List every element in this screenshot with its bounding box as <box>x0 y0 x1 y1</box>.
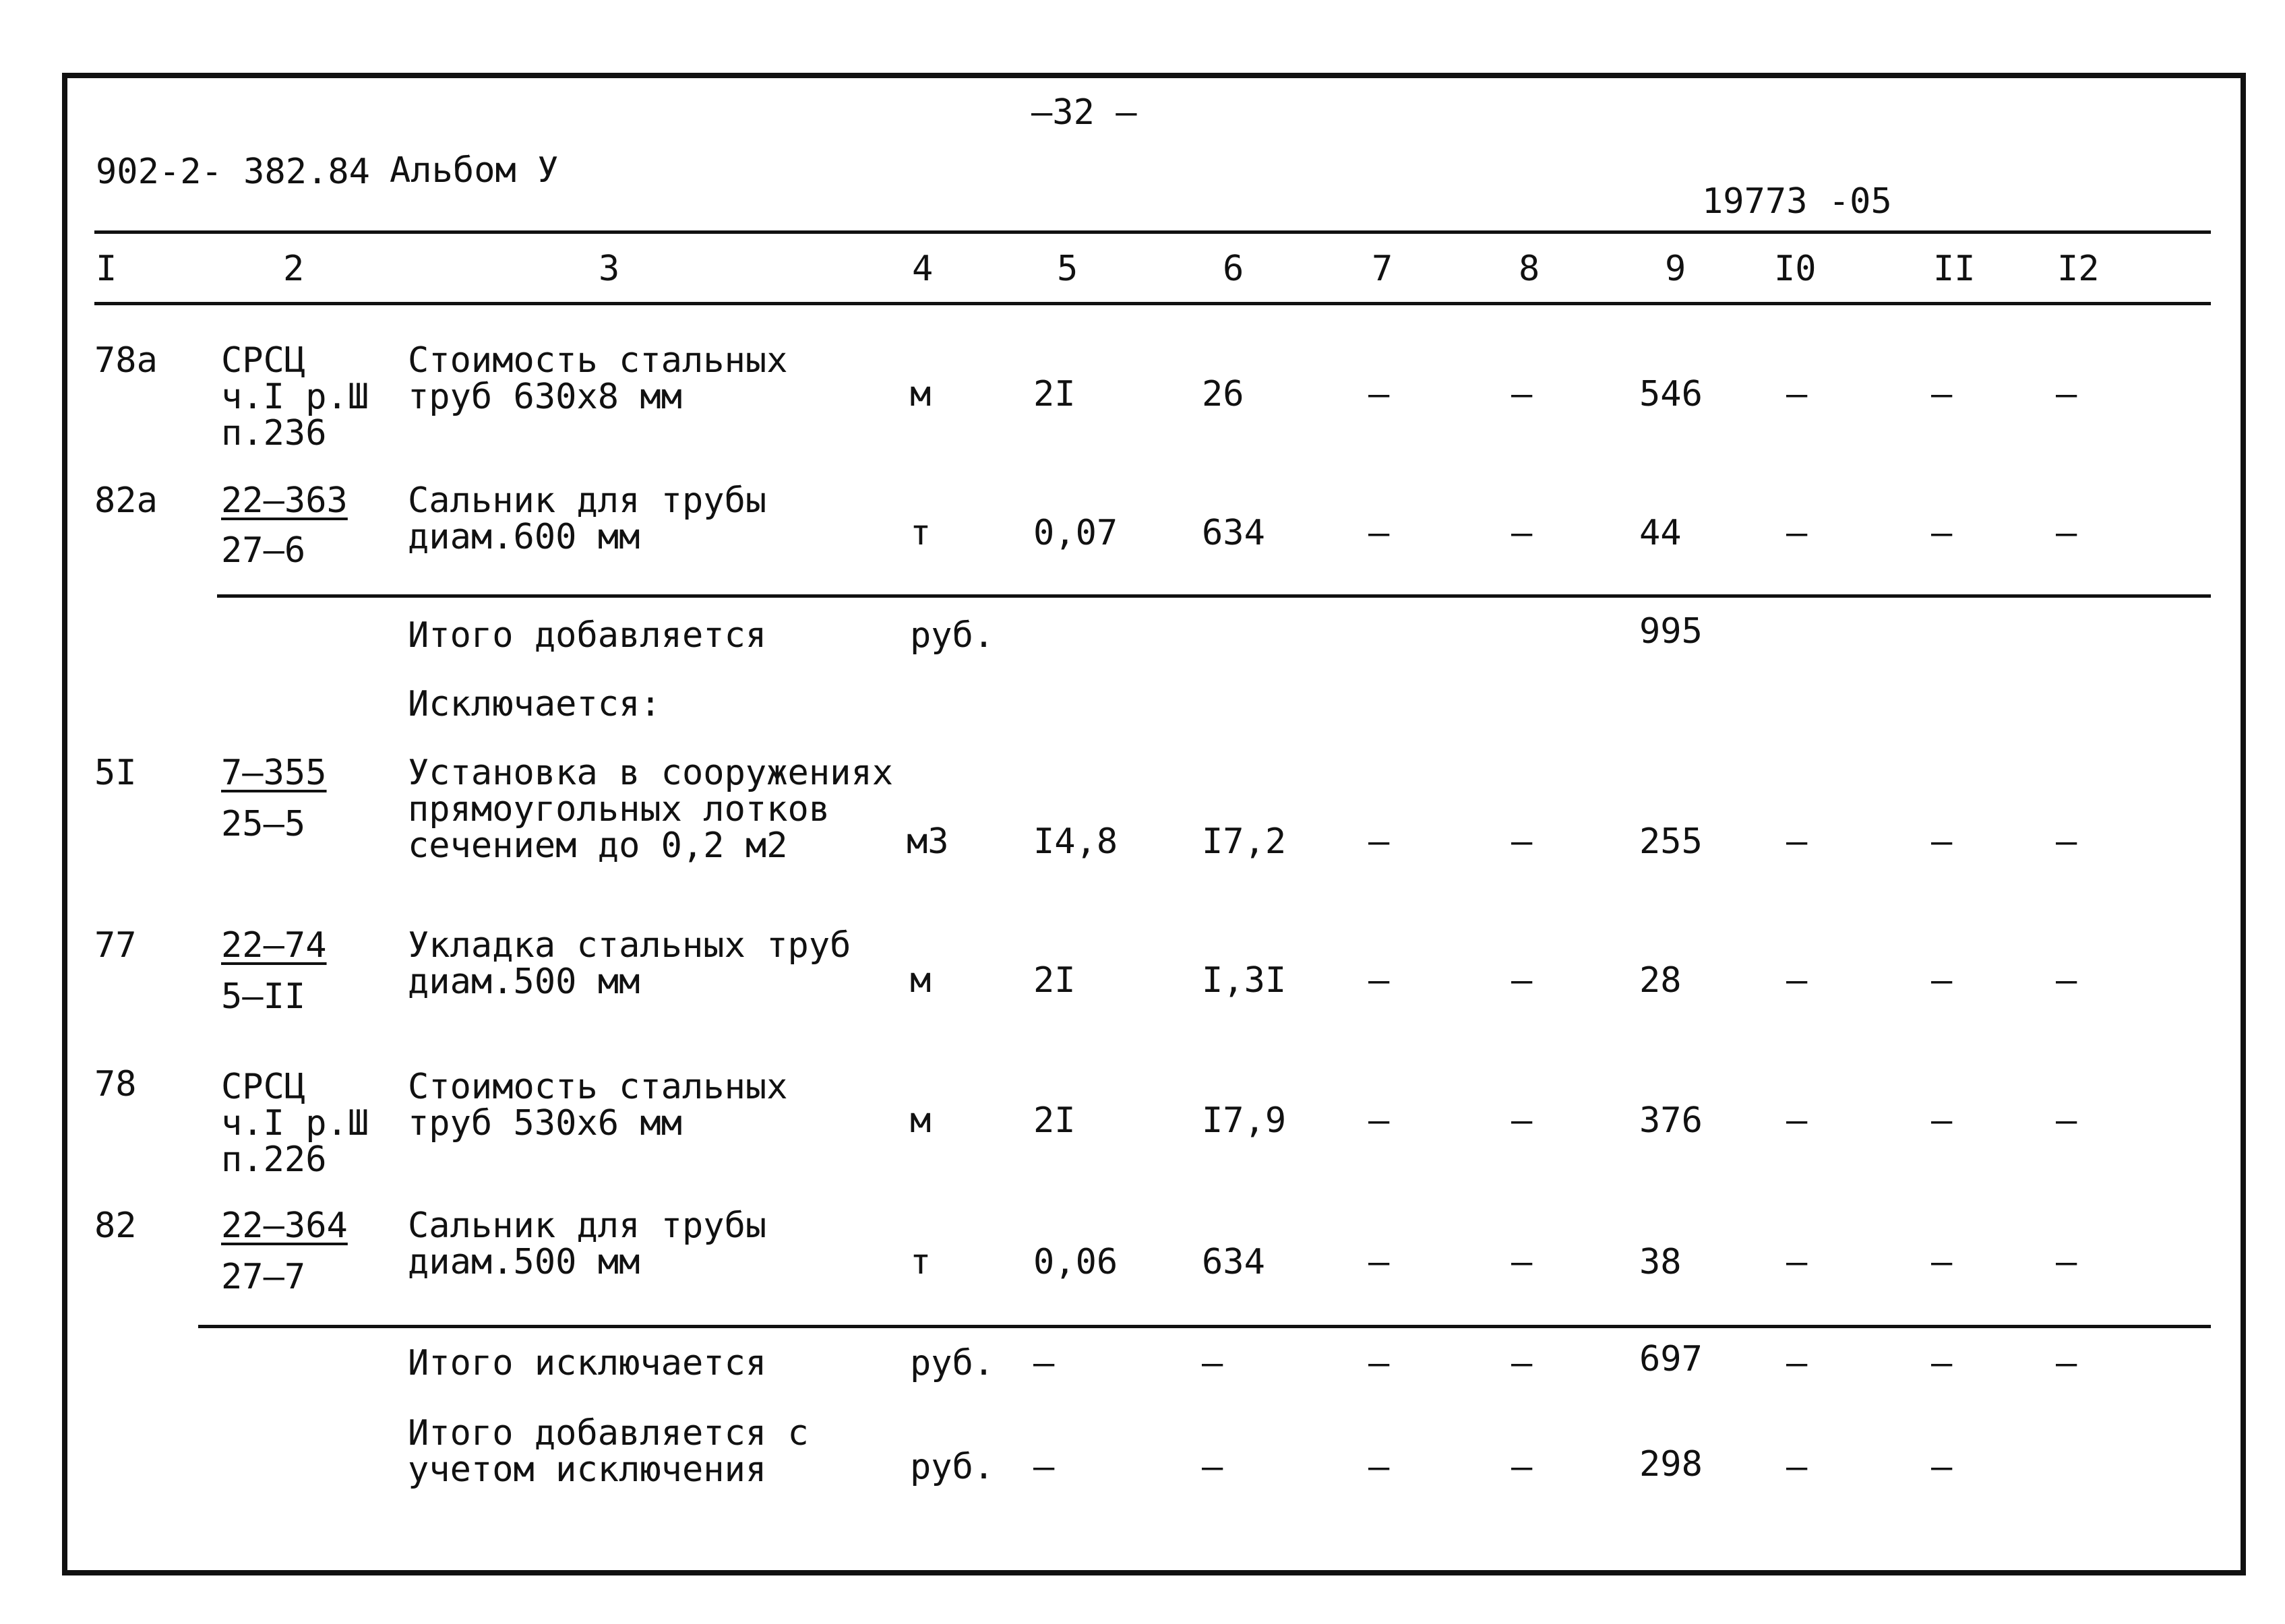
header-bottom-rule <box>94 302 2211 305</box>
col12-value: – <box>2056 960 2077 1001</box>
work-description: Стоимость стальных труб 630х8 мм <box>408 340 788 417</box>
norm-code-top: 22–363 <box>221 480 348 521</box>
col10-value: – <box>1786 1242 1808 1282</box>
stamp-number: 19773 -05 <box>1702 181 1892 222</box>
column-header: I0 <box>1774 249 1817 289</box>
col8-value: – <box>1511 960 1533 1001</box>
col12-value: – <box>2056 1100 2077 1141</box>
subtotal-unit: руб. <box>910 615 995 656</box>
col5-value: – <box>1033 1343 1055 1383</box>
col6-value: 26 <box>1202 374 1244 414</box>
col5-value: 2I <box>1033 374 1076 414</box>
col9-value: 546 <box>1639 374 1703 414</box>
row-number: 82а <box>94 480 158 521</box>
column-header: II <box>1933 249 1976 289</box>
col9-value: 376 <box>1639 1100 1703 1141</box>
column-header: 8 <box>1519 249 1540 289</box>
col12-value: – <box>2056 1242 2077 1282</box>
column-header: 6 <box>1223 249 1244 289</box>
col10-value: – <box>1786 513 1808 553</box>
album-label: Альбом У <box>390 150 559 191</box>
col11-value: – <box>1931 513 1953 553</box>
col10-value: – <box>1786 1343 1808 1383</box>
excluded-heading: Исключается: <box>408 684 661 724</box>
col8-value: – <box>1511 513 1533 553</box>
norm-code-top: 22–364 <box>221 1206 348 1246</box>
norm-code-bottom: 25–5 <box>221 804 306 844</box>
col12-value: – <box>2056 1343 2077 1383</box>
col11-value: – <box>1931 374 1953 414</box>
page-number: –32 – <box>1031 92 1137 133</box>
norm-code-top: 22–74 <box>221 925 327 966</box>
col10-value: – <box>1786 821 1808 862</box>
col8-value: – <box>1511 821 1533 862</box>
column-header: I2 <box>2057 249 2100 289</box>
col8-value: – <box>1511 1100 1533 1141</box>
col5-value: 0,06 <box>1033 1242 1118 1282</box>
norm-code-bottom: 5–II <box>221 976 306 1017</box>
work-description: Стоимость стальных труб 530х6 мм <box>408 1067 788 1144</box>
unit: м <box>910 1100 932 1141</box>
col6-value: 634 <box>1202 513 1265 553</box>
unit: руб. <box>910 1447 995 1487</box>
col6-value: I,3I <box>1202 960 1287 1001</box>
work-description: Установка в сооружениях прямоугольных лотков сечением до 0,2 м2 <box>408 753 894 866</box>
col12-value: – <box>2056 821 2077 862</box>
subtotal-rule <box>217 594 2211 598</box>
total-net-description: Итого добавляется с учетом исключения <box>408 1413 809 1490</box>
col8-value: – <box>1511 1242 1533 1282</box>
col11-value: – <box>1931 960 1953 1001</box>
col8-value: – <box>1511 1447 1533 1487</box>
col6-value: 634 <box>1202 1242 1265 1282</box>
col11-value: – <box>1931 1343 1953 1383</box>
col7-value: – <box>1368 374 1390 414</box>
col11-value: – <box>1931 821 1953 862</box>
total-rule <box>198 1325 2211 1328</box>
column-header: 9 <box>1665 249 1686 289</box>
subtotal-description: Итого добавляется <box>408 615 767 656</box>
norm-code: СРСЦ ч.I р.Ш п.226 <box>221 1067 369 1180</box>
norm-code-bottom: 27–7 <box>221 1257 306 1297</box>
col10-value: – <box>1786 1100 1808 1141</box>
column-header: I <box>96 249 117 289</box>
col8-value: – <box>1511 374 1533 414</box>
column-header: 3 <box>599 249 620 289</box>
col9-value: 697 <box>1639 1339 1703 1379</box>
work-description: Укладка стальных труб диам.500 мм <box>408 925 851 1002</box>
col9-value: 298 <box>1639 1444 1703 1485</box>
col7-value: – <box>1368 960 1390 1001</box>
row-number: 77 <box>94 925 137 966</box>
column-header: 2 <box>283 249 305 289</box>
col7-value: – <box>1368 513 1390 553</box>
total-excluded-description: Итого исключается <box>408 1343 767 1383</box>
col6-value: I7,2 <box>1202 821 1287 862</box>
col5-value: 0,07 <box>1033 513 1118 553</box>
col6-value: – <box>1202 1447 1223 1487</box>
unit: т <box>910 1242 932 1282</box>
row-number: 78а <box>94 340 158 381</box>
column-header: 4 <box>912 249 934 289</box>
col5-value: – <box>1033 1447 1055 1487</box>
col8-value: – <box>1511 1343 1533 1383</box>
column-header: 5 <box>1057 249 1078 289</box>
col11-value: – <box>1931 1242 1953 1282</box>
unit: м <box>910 960 932 1001</box>
col10-value: – <box>1786 374 1808 414</box>
col11-value: – <box>1931 1100 1953 1141</box>
subtotal-value: 995 <box>1639 611 1703 652</box>
unit: м <box>910 374 932 414</box>
col12-value: – <box>2056 374 2077 414</box>
col10-value: – <box>1786 960 1808 1001</box>
unit: м3 <box>907 821 949 862</box>
work-description: Сальник для трубы диам.500 мм <box>408 1206 767 1282</box>
norm-code-bottom: 27–6 <box>221 530 306 571</box>
unit: т <box>910 513 932 553</box>
col5-value: I4,8 <box>1033 821 1118 862</box>
col7-value: – <box>1368 1447 1390 1487</box>
unit: руб. <box>910 1343 995 1383</box>
column-header: 7 <box>1372 249 1393 289</box>
document-reference: 902-2- 382.84 <box>96 152 370 192</box>
col5-value: 2I <box>1033 960 1076 1001</box>
header-top-rule <box>94 230 2211 234</box>
col11-value: – <box>1931 1447 1953 1487</box>
col7-value: – <box>1368 821 1390 862</box>
col10-value: – <box>1786 1447 1808 1487</box>
norm-code: СРСЦ ч.I р.Ш п.236 <box>221 340 369 454</box>
row-number: 78 <box>94 1064 137 1104</box>
row-number: 82 <box>94 1206 137 1246</box>
page-frame <box>62 73 2246 1575</box>
col6-value: – <box>1202 1343 1223 1383</box>
col7-value: – <box>1368 1343 1390 1383</box>
col6-value: I7,9 <box>1202 1100 1287 1141</box>
col12-value: – <box>2056 513 2077 553</box>
col9-value: 38 <box>1639 1242 1682 1282</box>
col5-value: 2I <box>1033 1100 1076 1141</box>
work-description: Сальник для трубы диам.600 мм <box>408 480 767 557</box>
col9-value: 255 <box>1639 821 1703 862</box>
norm-code-top: 7–355 <box>221 753 327 793</box>
col9-value: 28 <box>1639 960 1682 1001</box>
row-number: 5I <box>94 753 137 793</box>
col9-value: 44 <box>1639 513 1682 553</box>
col7-value: – <box>1368 1242 1390 1282</box>
col7-value: – <box>1368 1100 1390 1141</box>
